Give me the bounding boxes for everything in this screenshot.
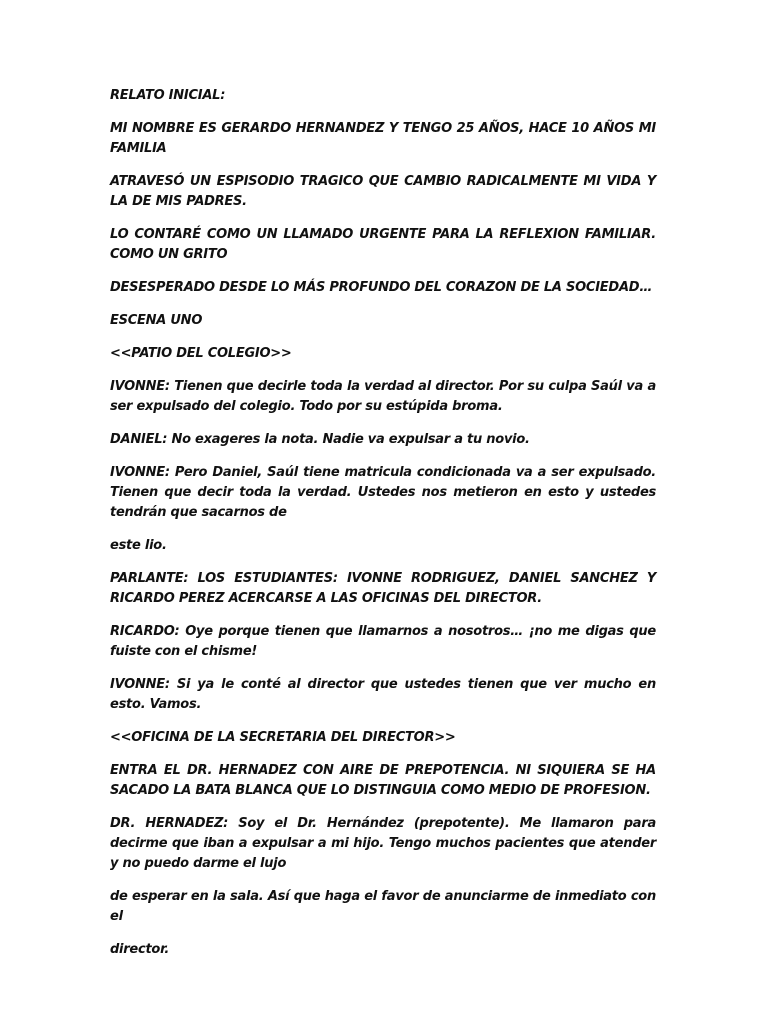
paragraph: DESESPERADO DESDE LO MÁS PROFUNDO DEL CORAZON DE LA SOCIEDAD… <box>110 280 653 295</box>
dialogue-continuation: de esperar en la sala. Así que haga el favor de anunciarme de inmediato con el <box>110 889 656 924</box>
dialogue-line: DANIEL: No exageres la nota. Nadie va expulsar a tu novio. <box>110 432 530 447</box>
dialogue-line: RICARDO: Oye porque tienen que llamarnos a nosotros… ¡no me digas que fuiste con el chisme! <box>110 624 656 659</box>
dialogue-line: PARLANTE: LOS ESTUDIANTES: IVONNE RODRIGUEZ, DANIEL SANCHEZ Y RICARDO PEREZ ACERCARSE A LAS OFICINAS DEL DIRECTOR. <box>110 571 656 606</box>
scene-location: <<PATIO DEL COLEGIO>> <box>110 346 292 361</box>
dialogue-line: DR. HERNADEZ: Soy el Dr. Hernández (prepotente). Me llamaron para decirme que iban a expulsar a mi hijo. Tengo muchos pacientes que atender y no puedo darme el lujo <box>110 816 656 871</box>
document-body <box>110 86 656 973</box>
paragraph: LO CONTARÉ COMO UN LLAMADO URGENTE PARA LA REFLEXION FAMILIAR. COMO UN GRITO <box>110 227 656 262</box>
dialogue-continuation: este lio. <box>110 538 167 553</box>
dialogue-continuation: director. <box>110 942 170 957</box>
dialogue-line: IVONNE: Si ya le conté al director que ustedes tienen que ver mucho en esto. Vamos. <box>110 677 656 712</box>
dialogue-line: IVONNE: Pero Daniel, Saúl tiene matricula condicionada va a ser expulsado. Tienen que decir toda la verdad. Ustedes nos metieron en esto y ustedes tendrán que sacarnos de <box>110 465 656 520</box>
stage-direction: ENTRA EL DR. HERNADEZ CON AIRE DE PREPOTENCIA. NI SIQUIERA SE HA SACADO LA BATA BLANCA QUE LO DISTINGUIA COMO MEDIO DE PROFESION. <box>110 763 656 798</box>
paragraph: MI NOMBRE ES GERARDO HERNANDEZ Y TENGO 25 AÑOS, HACE 10 AÑOS MI FAMILIA <box>110 121 656 156</box>
scene-location: <<OFICINA DE LA SECRETARIA DEL DIRECTOR>> <box>110 730 456 745</box>
scene-heading: ESCENA UNO <box>110 313 203 328</box>
dialogue-line: IVONNE: Tienen que decirle toda la verdad al director. Por su culpa Saúl va a ser expulsado del colegio. Todo por su estúpida broma. <box>110 379 656 414</box>
heading-relato-inicial: RELATO INICIAL: <box>110 88 226 103</box>
paragraph: ATRAVESÓ UN ESPISODIO TRAGICO QUE CAMBIO RADICALMENTE MI VIDA Y LA DE MIS PADRES. <box>110 174 656 209</box>
